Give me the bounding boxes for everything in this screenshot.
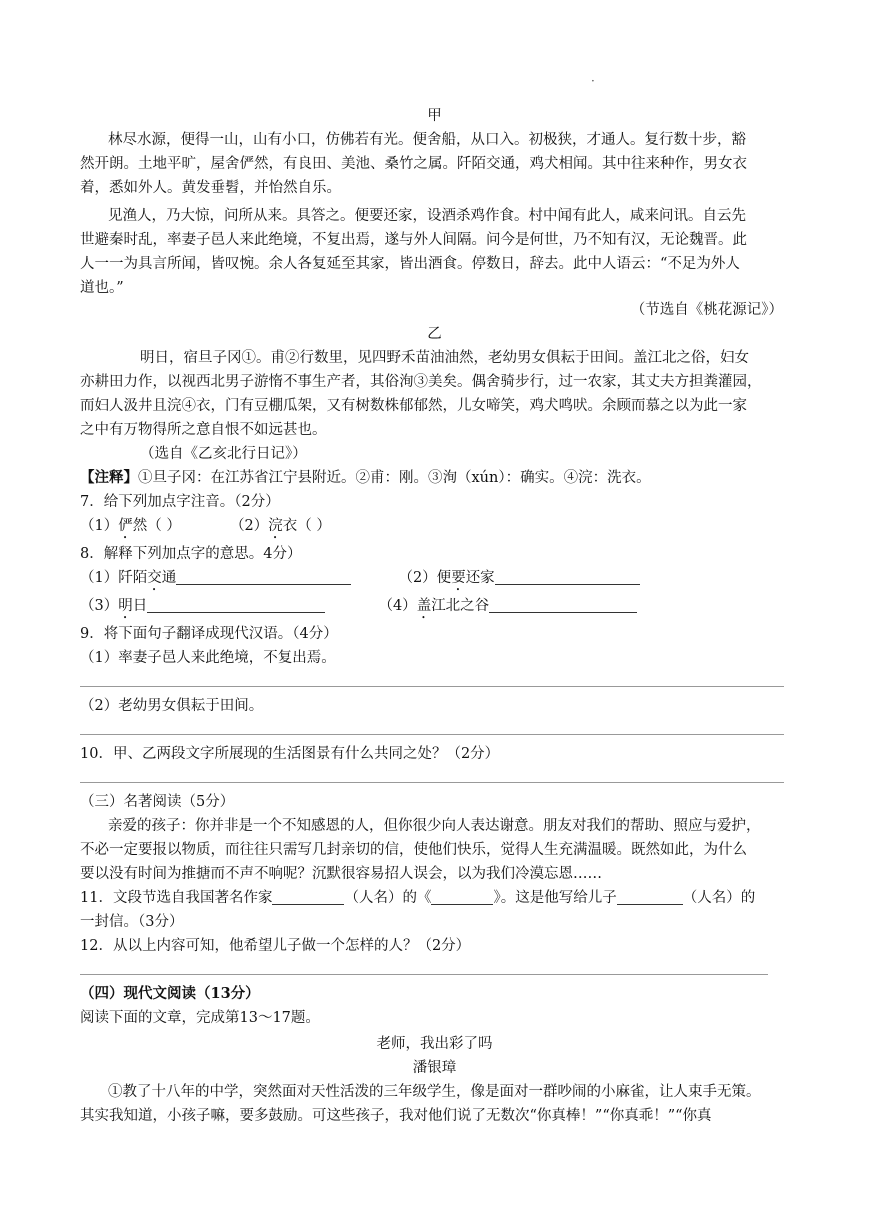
passage-jia-title: 甲: [427, 108, 442, 124]
q11-son-blank[interactable]: [617, 888, 683, 905]
article-text-line: ①教了十八年的中学，突然面对天性活泼的三年级学生，像是面对一群吵闹的小麻雀，让人束手无策。: [108, 1084, 761, 1100]
q12-answer-line[interactable]: [80, 974, 768, 975]
annotation-label: 【注释】: [80, 469, 138, 486]
q8-item-1-num: （1）阡陌: [80, 570, 148, 586]
q8-item-4-dotted: 盖: [416, 598, 432, 614]
q11-part-b: （人名）的《: [344, 890, 432, 906]
q9-answer-line-2[interactable]: [80, 734, 784, 735]
q11-part-c: 》。这是他写给儿子: [493, 890, 617, 906]
q8-item-2-answer-line[interactable]: [495, 568, 640, 585]
question-8-row-2: [80, 594, 790, 622]
q10-answer-line[interactable]: [80, 782, 784, 783]
yi-line: 亦耕田力作，以视西北男子游惰不事生产者，其俗洵③美矣。偶舍骑步行，过一农家，其丈夫方担粪灌园，: [80, 374, 762, 390]
q8-item-1-rest: 通: [161, 570, 177, 586]
annotation-text: ①旦子冈：在江苏省江宁县附近。②甫：刚。③洵（xún）：确实。④浣：洗衣。: [138, 470, 651, 486]
q9-answer-line-1[interactable]: [80, 686, 784, 687]
q8-item-4-rest: 江北之谷: [431, 598, 490, 614]
annotation: [80, 466, 790, 490]
page-dot: ·: [591, 74, 595, 88]
q7-item-1-blank[interactable]: 然（ ）: [132, 518, 181, 534]
question-7-stem: 7．给下列加点字注音。（2分）: [80, 494, 280, 510]
q8-item-4-answer-line[interactable]: [489, 596, 637, 613]
yi-line: 而妇人汲井且浣④衣，门有豆棚瓜架，又有树数株郁郁然，儿女啼笑，鸡犬鸣吠。余顾而慕之以为此一家: [80, 398, 747, 414]
q8-item-3-num: （3）: [80, 598, 119, 614]
q8-item-2-rest: 还家: [465, 570, 495, 586]
section-3-text-line: 亲爱的孩子：你并非是一个不知感恩的人，但你很少向人表达谢意。朋友对我们的帮助、照应与爱护，: [108, 818, 761, 834]
jia-p2-line: 人一一为具言所闻，皆叹惋。余人各复延至其家，皆出酒食。停数日，辞去。此中人语云：“不足为外人: [80, 256, 740, 272]
question-8-stem: 8．解释下列加点字的意思。4分）: [80, 546, 302, 562]
yi-line: 之中有万物得所之意自恨不如远甚也。: [80, 422, 327, 438]
q8-item-1-dotted: 交: [147, 570, 162, 586]
jia-p2-line: 世避秦时乱，率妻子邑人来此绝境，不复出焉，遂与外人间隔。问今是何世，乃不知有汉，无论魏晋。此: [80, 232, 747, 248]
yi-source: （选自《乙亥北行日记》）: [140, 446, 307, 462]
question-11-end: 一封信。（3分）: [80, 914, 184, 930]
question-8-row-1: [80, 566, 790, 594]
jia-p1-line: 林尽水源，便得一山，山有小口，仿佛若有光。便舍船，从口入。初极狭，才通人。复行数十步，豁: [108, 132, 746, 148]
section-4-instruction: 阅读下面的文章，完成第13～17题。: [80, 1010, 320, 1026]
question-10: 10．甲、乙两段文字所展现的生活图景有什么共同之处？（2分）: [80, 746, 500, 762]
q7-item-1-dotted: 俨: [118, 518, 133, 534]
q8-item-4-num: （4）: [378, 598, 417, 614]
article-text-line: 其实我知道，小孩子嘛，要多鼓励。可这些孩子，我对他们说了无数次“你真棒！”“你真乖！”“你真: [80, 1108, 712, 1124]
q11-author-blank[interactable]: [272, 888, 344, 905]
question-9-sentence-1: （1）率妻子邑人来此绝境，不复出焉。: [80, 650, 336, 666]
article-title: 老师，我出彩了吗: [376, 1036, 493, 1052]
section-3-title: （三）名著阅读（5分）: [80, 794, 235, 810]
jia-p1-line: 然开朗。土地平旷，屋舍俨然，有良田、美池、桑竹之属。阡陌交通，鸡犬相闻。其中往来种作，男女衣: [80, 156, 747, 172]
passage-yi-title: 乙: [427, 326, 442, 342]
q8-item-2-num: （2）便: [398, 570, 452, 586]
q11-part-a: 11．文段节选自我国著名作家: [80, 890, 273, 906]
section-3-text-line: 要以没有时间为推搪而不声不响呢？沉默很容易招人误会，以为我们冷漠忘恩……: [80, 866, 602, 882]
q8-item-3-rest: 日: [132, 598, 148, 614]
question-7-items: [80, 514, 790, 542]
section-3-text-line: 不必一定要报以物质，而往往只需写几封亲切的信，使他们快乐，觉得人生充满温暖。既然如此，为什么: [80, 842, 747, 858]
q8-item-3-dotted: 明: [118, 598, 133, 614]
section-4-title: （四）现代文阅读（13分）: [80, 985, 260, 1002]
q8-item-1-answer-line[interactable]: [176, 568, 351, 585]
question-11: [80, 886, 790, 910]
jia-p1-line: 着，悉如外人。黄发垂髫，并怡然自乐。: [80, 180, 341, 196]
jia-source: （节选自《桃花源记》）: [630, 302, 783, 318]
q7-item-2-dotted: 浣: [268, 518, 283, 534]
question-9-sentence-2: （2）老幼男女俱耘于田间。: [80, 698, 264, 714]
article-author: 潘银璋: [412, 1060, 457, 1076]
q11-part-d: （人名）的: [682, 890, 756, 906]
q7-item-1-num: （1）: [80, 518, 119, 534]
jia-p2-line: 道也。”: [80, 280, 124, 296]
question-12: 12．从以上内容可知，他希望儿子做一个怎样的人？（2分）: [80, 938, 471, 954]
q8-item-3-answer-line[interactable]: [147, 596, 325, 613]
jia-p2-line: 见渔人，乃大惊，问所从来。具答之。便要还家，设酒杀鸡作食。村中闻有此人，咸来问讯。自云先: [108, 208, 746, 224]
q8-item-2-dotted: 要: [451, 570, 466, 586]
q7-item-2-num: （2）: [230, 518, 269, 534]
q11-book-blank[interactable]: [431, 888, 493, 905]
yi-line: 明日，宿旦子冈①。甫②行数里，见四野禾苗油油然，老幼男女俱耘于田间。盖江北之俗，妇女: [140, 350, 749, 366]
q7-item-2-blank[interactable]: 衣（ ）: [282, 518, 331, 534]
question-9-stem: 9．将下面句子翻译成现代汉语。（4分）: [80, 626, 338, 642]
